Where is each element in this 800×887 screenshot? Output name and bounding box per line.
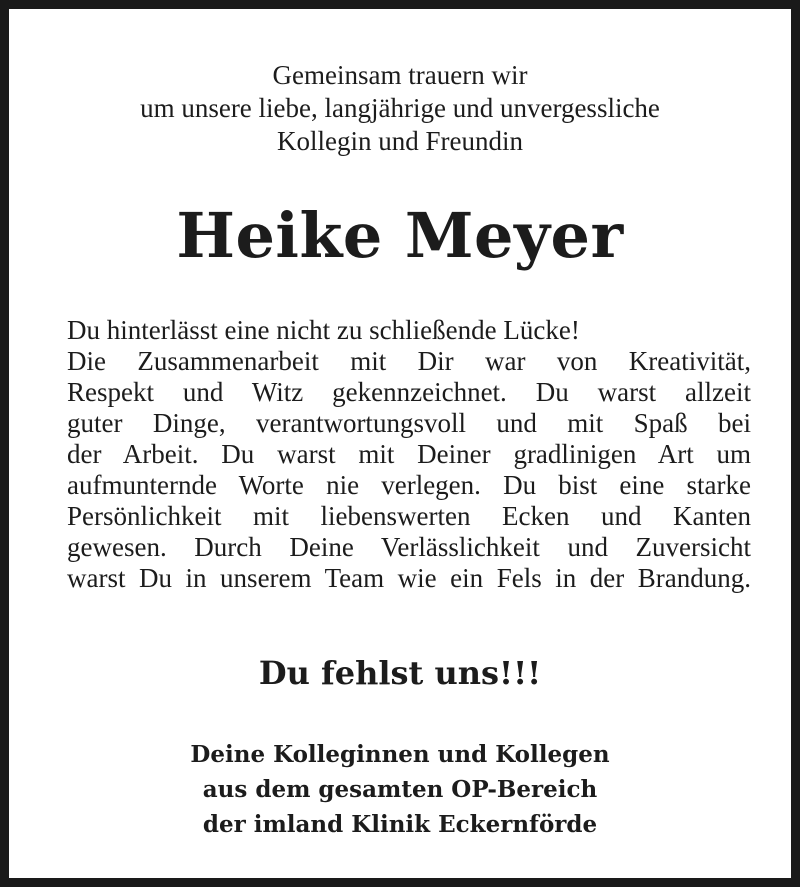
tribute-line: der Arbeit. Du warst mit Deiner gradlinigen Art um	[67, 439, 751, 469]
tribute-line: Du hinterlässt eine nicht zu schließende Lücke!	[67, 315, 580, 345]
tribute-text	[67, 315, 751, 594]
deceased-name: Heike Meyer	[176, 199, 624, 272]
tribute-line: aufmunternde Worte nie verlegen. Du bist eine starke	[67, 470, 751, 500]
tribute-line: warst Du in unserem Team wie ein Fels in der Brandung.	[67, 563, 751, 593]
tribute-line: gewesen. Durch Deine Verlässlichkeit und Zuversicht	[67, 532, 751, 562]
signature-line: aus dem gesamten OP-Bereich	[202, 776, 598, 803]
closing-phrase: Du fehlst uns!!!	[258, 654, 542, 692]
intro-line: Kollegin und Freundin	[277, 126, 523, 156]
signature-line: Deine Kolleginnen und Kollegen	[190, 741, 610, 768]
tribute-line: Respekt und Witz gekennzeichnet. Du warst allzeit	[67, 377, 751, 407]
intro-text	[9, 59, 791, 158]
tribute-line: guter Dinge, verantwortungsvoll und mit Spaß bei	[67, 408, 751, 438]
intro-line: Gemeinsam trauern wir	[272, 60, 528, 90]
tribute-line: Die Zusammenarbeit mit Dir war von Kreativität,	[67, 346, 751, 376]
intro-line: um unsere liebe, langjährige und unvergessliche	[140, 93, 660, 123]
signature-block	[9, 737, 791, 842]
tribute-line: Persönlichkeit mit liebenswerten Ecken und Kanten	[67, 501, 751, 531]
signature-line: der imland Klinik Eckernförde	[202, 811, 598, 838]
